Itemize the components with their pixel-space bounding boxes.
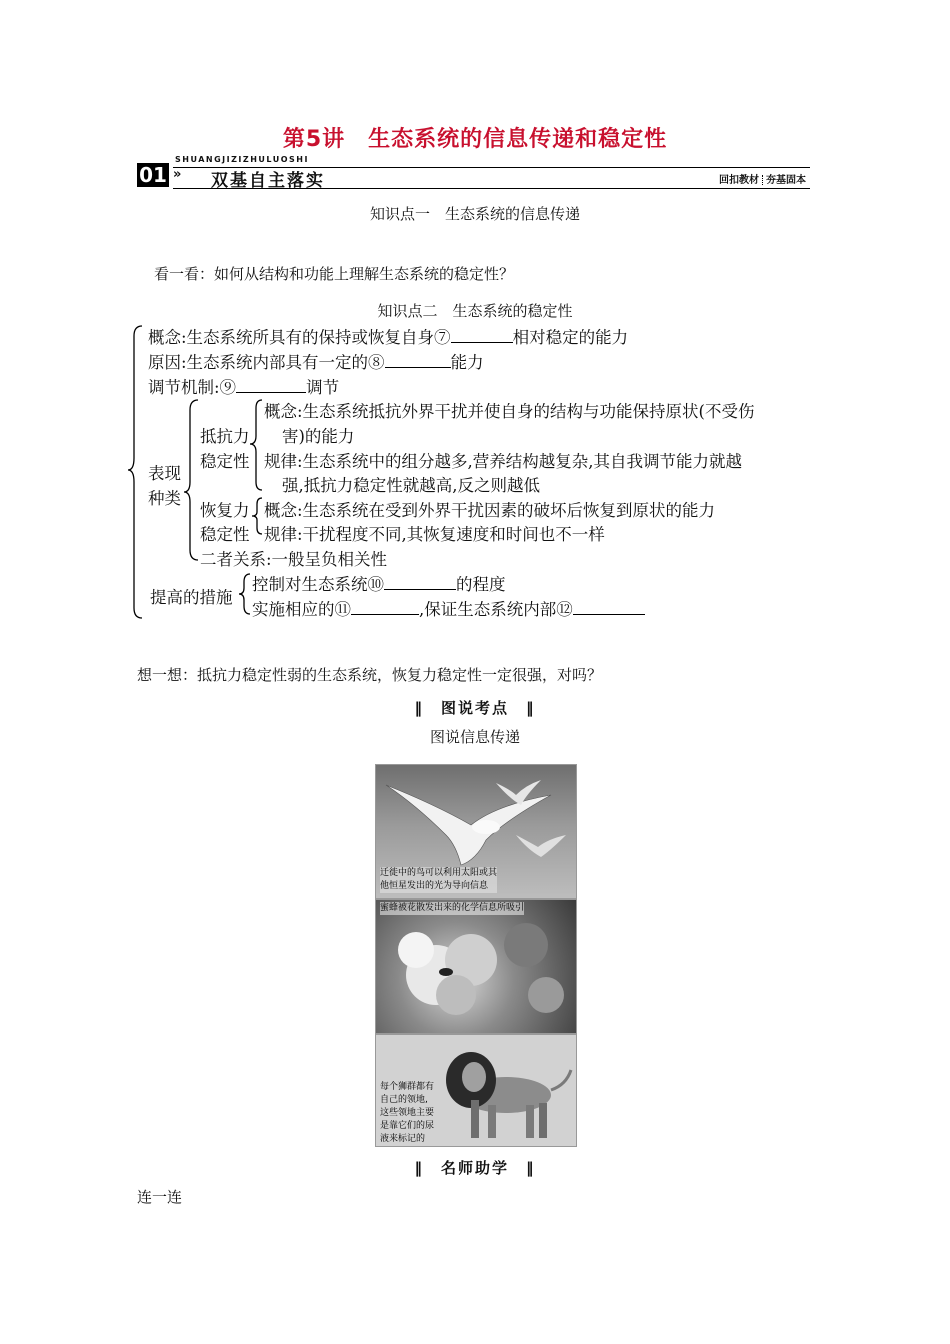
resist-rule: 规律:生态系统中的组分越多,营养结构越复杂,其自我调节能力就越	[264, 452, 743, 471]
blank-8[interactable]	[385, 355, 451, 368]
banner-divider	[762, 175, 763, 185]
banner-tag-a: 回扣教材	[719, 175, 759, 186]
bee-photo	[375, 899, 577, 1034]
improve-measure-2	[252, 596, 645, 620]
banner-bottom-rule	[173, 188, 810, 189]
birds-caption-line-2: 他恒星发出的光为导向信息	[380, 881, 489, 891]
think-question: 想一想：抵抗力稳定性弱的生态系统，恢复力稳定性一定很强，对吗？	[137, 666, 603, 684]
marker-label: 图说考点	[440, 699, 509, 717]
blank-10[interactable]	[384, 577, 456, 590]
recover-label-2: 稳定性	[200, 525, 250, 544]
lion-caption-line-4: 是靠它们的尿	[380, 1121, 435, 1131]
birds-photo	[375, 764, 577, 899]
flower-icon	[376, 900, 576, 1033]
figure-title: 图说信息传递	[429, 728, 520, 746]
blank-9[interactable]	[236, 380, 306, 393]
outline-reason	[148, 349, 484, 373]
recover-rule: 规律:干扰程度不同,其恢复速度和时间也不一样	[264, 525, 605, 544]
reason-text-end: 能力	[450, 353, 484, 372]
resist-label-2: 稳定性	[200, 452, 250, 471]
resist-label-1: 抵抗力	[200, 427, 250, 446]
marker-bar-left: ‖	[414, 699, 424, 717]
banner-pinyin: SHUANGJIZIZHULUOSHI	[175, 155, 309, 164]
resist-rule-cont: 强,抵抗力稳定性就越高,反之则越低	[282, 476, 540, 495]
lion-caption	[380, 1081, 434, 1146]
lion-caption-line-2: 自己的领地,	[380, 1095, 428, 1105]
lion-photo	[375, 1034, 577, 1147]
section-marker-tutor	[0, 1157, 950, 1178]
outline-mechanism	[148, 374, 339, 398]
relationship: 二者关系:一般呈负相关性	[200, 550, 388, 569]
reason-text: 原因:生态系统内部具有一定的⑧	[148, 353, 385, 372]
resist-concept: 概念:生态系统抵抗外界干扰并使自身的结构与功能保持原状(不受伤	[264, 402, 755, 421]
resist-concept-cont: 害)的能力	[282, 427, 355, 446]
marker-bar-left: ‖	[414, 1159, 424, 1177]
knowledge-point-1: 知识点一 生态系统的信息传递	[369, 205, 580, 223]
marker-label: 名师助学	[440, 1159, 509, 1177]
chevron-icon: »	[173, 167, 182, 182]
birds-caption-line-1: 迁徙中的鸟可以利用太阳或其	[380, 868, 498, 878]
recover-label-1: 恢复力	[200, 501, 250, 520]
blank-12[interactable]	[573, 602, 645, 615]
section-marker-illustration	[0, 697, 950, 718]
banner-heading: 双基自主落实	[211, 171, 325, 191]
look-question: 看一看：如何从结构和功能上理解生态系统的稳定性？	[154, 265, 515, 283]
bee-caption: 蜜蜂被花散发出来的化学信息所吸引	[380, 903, 525, 913]
measure-1-end: 的程度	[456, 575, 506, 594]
blank-11[interactable]	[351, 602, 419, 615]
lion-caption-line-5: 液来标记的	[380, 1134, 426, 1144]
lion-caption-line-3: 这些领地主要	[380, 1108, 435, 1118]
measure-1-text: 控制对生态系统⑩	[252, 575, 384, 594]
connect-exercise-label: 连一连	[137, 1188, 183, 1206]
birds-caption	[380, 867, 497, 893]
lion-caption-line-1: 每个狮群都有	[380, 1082, 435, 1092]
measure-2-mid: ,保证生态系统内部⑫	[419, 600, 573, 619]
blank-7[interactable]	[451, 330, 513, 343]
concept-text: 概念:生态系统所具有的保持或恢复自身⑦	[148, 328, 451, 347]
concept-text-end: 相对稳定的能力	[512, 328, 629, 347]
measure-2-text: 实施相应的⑪	[252, 600, 351, 619]
marker-bar-right: ‖	[526, 699, 536, 717]
section-banner	[137, 155, 810, 191]
knowledge-point-2: 知识点二 生态系统的稳定性	[377, 302, 573, 320]
mechanism-text-end: 调节	[306, 378, 340, 397]
group-label-2: 种类	[148, 489, 181, 508]
outline-concept	[148, 324, 628, 348]
banner-tag-b: 夯基固本	[766, 175, 806, 186]
improve-measure-1	[252, 571, 506, 595]
improve-label: 提高的措施	[150, 588, 233, 607]
banner-number: 01	[137, 163, 169, 187]
mechanism-text: 调节机制:⑨	[148, 378, 237, 397]
group-label-1: 表现	[148, 464, 181, 483]
banner-tagline	[719, 171, 806, 186]
recover-concept: 概念:生态系统在受到外界干扰因素的破坏后恢复到原状的能力	[264, 501, 716, 520]
marker-bar-right: ‖	[526, 1159, 536, 1177]
page-title: 第5讲 生态系统的信息传递和稳定性	[282, 127, 668, 152]
